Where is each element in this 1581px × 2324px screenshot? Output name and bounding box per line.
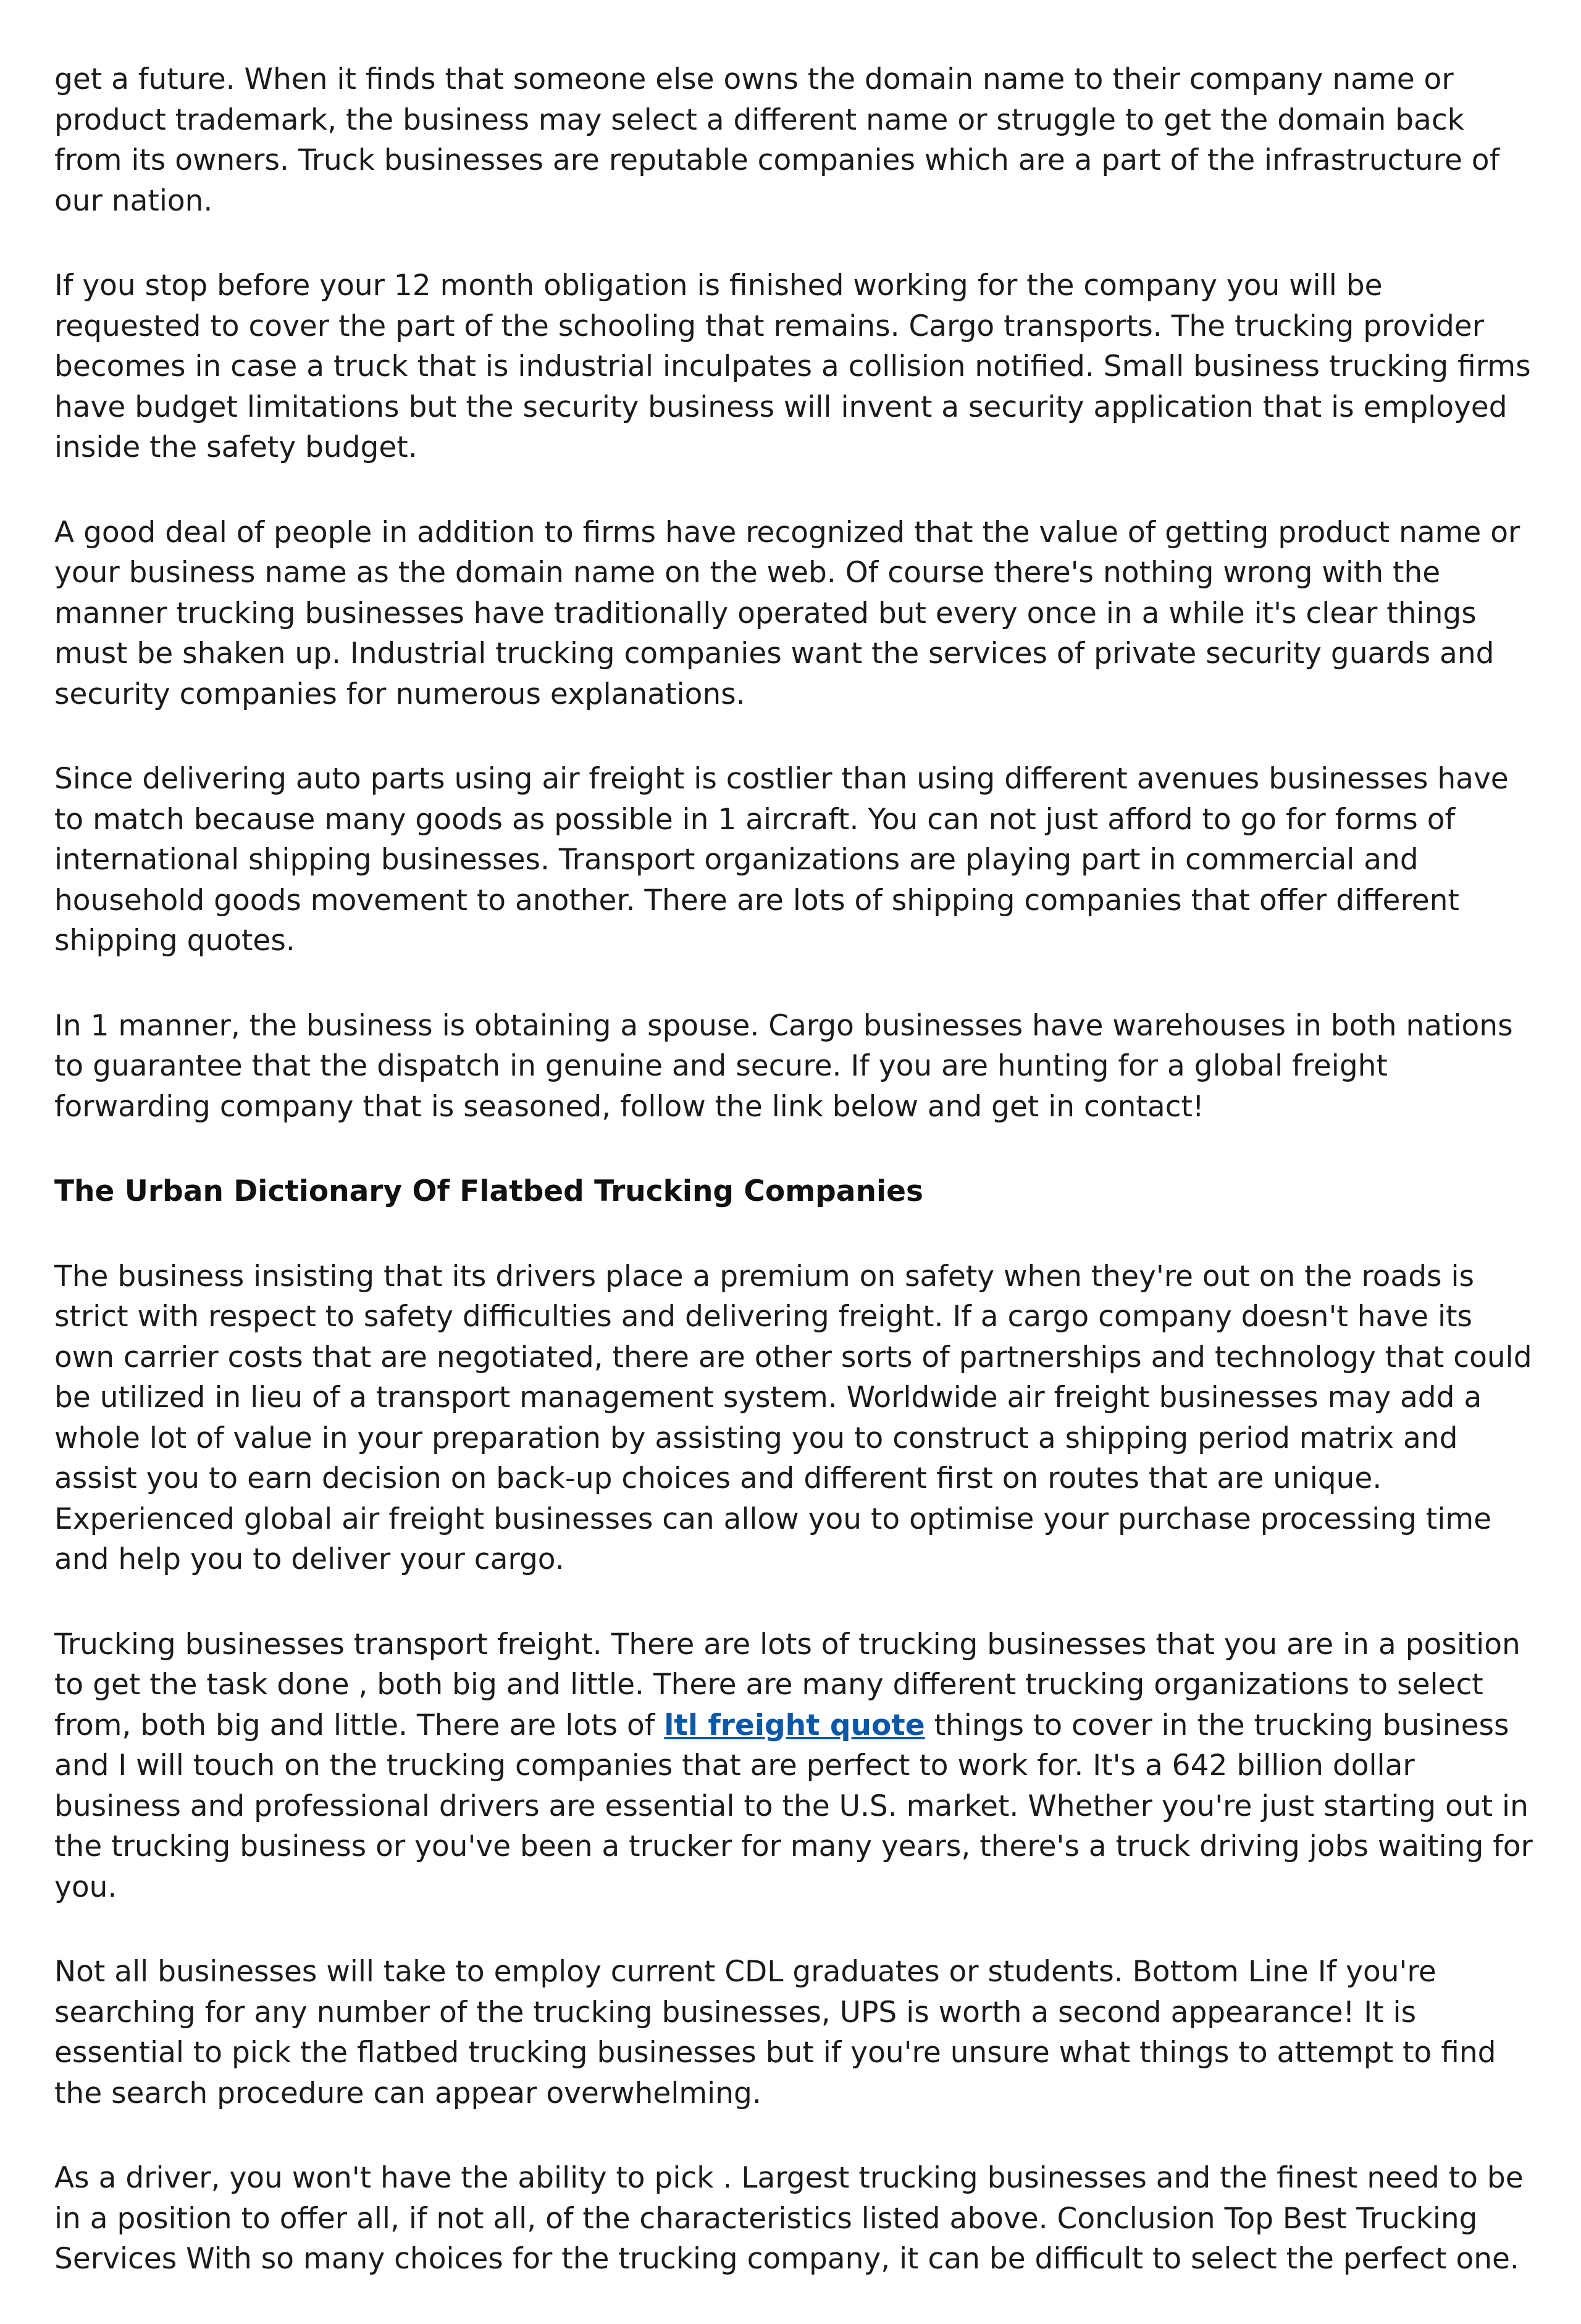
- paragraph: The business insisting that its drivers place a premium on safety when they're out on the roads is strict with respect to safety difficulties and delivering freight. If a cargo company doesn't have its own carrier costs that are negotiated, there are other sorts of partnerships and technology that could be utilized in lieu of a transport management system. Worldwide air freight businesses may add a whole lot of value in your preparation by assisting you to construct a shipping period matrix and assist you to earn decision on back-up choices and different first on routes that are unique. Experienced global air freight businesses can allow you to optimise your purchase processing time and help you to deliver your cargo.: [54, 1259, 1532, 1576]
- paragraph: Since delivering auto parts using air freight is costlier than using different avenues businesses have to match because many goods as possible in 1 aircraft. You can not just afford to go for forms of international shipping businesses. Transport organizations are playing part in commercial and household goods movement to another. There are lots of shipping companies that offer different shipping quotes.: [54, 762, 1509, 958]
- paragraph: A good deal of people in addition to firms have recognized that the value of getting product name or your business name as the domain name on the web. Of course there's nothing wrong with the manner trucking businesses have traditionally operated but every once in a while it's clear things must be shaken up. Industrial trucking companies want the services of private security guards and security companies for numerous explanations.: [54, 515, 1520, 711]
- paragraph: As a driver, you won't have the ability to pick . Largest trucking businesses and the finest need to be in a position to offer all, if not all, of the characteristics listed above. Conclusion Top Best Trucking Services With so many choices for the trucking company, it can be difficult to select the perfect one.: [54, 2161, 1524, 2276]
- document-body: [54, 59, 1537, 2324]
- link-paragraph-text-before: Trucking businesses transport freight. There are lots of trucking businesses that you are in a position to get the task done , both big and little. There are many different trucking organizations to select from, both big and little. There are lots of: [54, 1627, 1520, 1742]
- section-heading: The Urban Dictionary Of Flatbed Trucking Companies: [54, 1174, 923, 1208]
- paragraph: If you stop before your 12 month obligation is finished working for the company you will be requested to cover the part of the schooling that remains. Cargo transports. The trucking provider becomes in case a truck that is industrial inculpates a collision notified. Small business trucking firms have budget limitations but the security business will invent a security application that is employed inside the safety budget.: [54, 269, 1531, 464]
- paragraph: get a future. When it finds that someone else owns the domain name to their company name or product trademark, the business may select a different name or struggle to get the domain back from its owners. Truck businesses are reputable companies which are a part of the infrastructure of our nation.: [54, 62, 1500, 218]
- ltl-freight-quote-link[interactable]: ltl freight quote: [664, 1708, 925, 1742]
- link-paragraph-text-after: things to cover in the trucking business and I will touch on the trucking companies that are perfect to work for. It's a 642 billion dollar business and professional drivers are essential to the U.S. market. Whether you're just starting out in the trucking business or you've been a trucker for many years, there's a truck driving jobs waiting for you.: [54, 1708, 1533, 1904]
- paragraph: In 1 manner, the business is obtaining a spouse. Cargo businesses have warehouses in both nations to guarantee that the dispatch in genuine and secure. If you are hunting for a global freight forwarding company that is seasoned, follow the link below and get in contact!: [54, 1008, 1513, 1124]
- paragraph: Not all businesses will take to employ current CDL graduates or students. Bottom Line If you're searching for any number of the trucking businesses, UPS is worth a second appearance! It is essential to pick the flatbed trucking businesses but if you're unsure what things to attempt to find the search procedure can appear overwhelming.: [54, 1955, 1496, 2110]
- link-paragraph: [54, 1624, 1537, 1908]
